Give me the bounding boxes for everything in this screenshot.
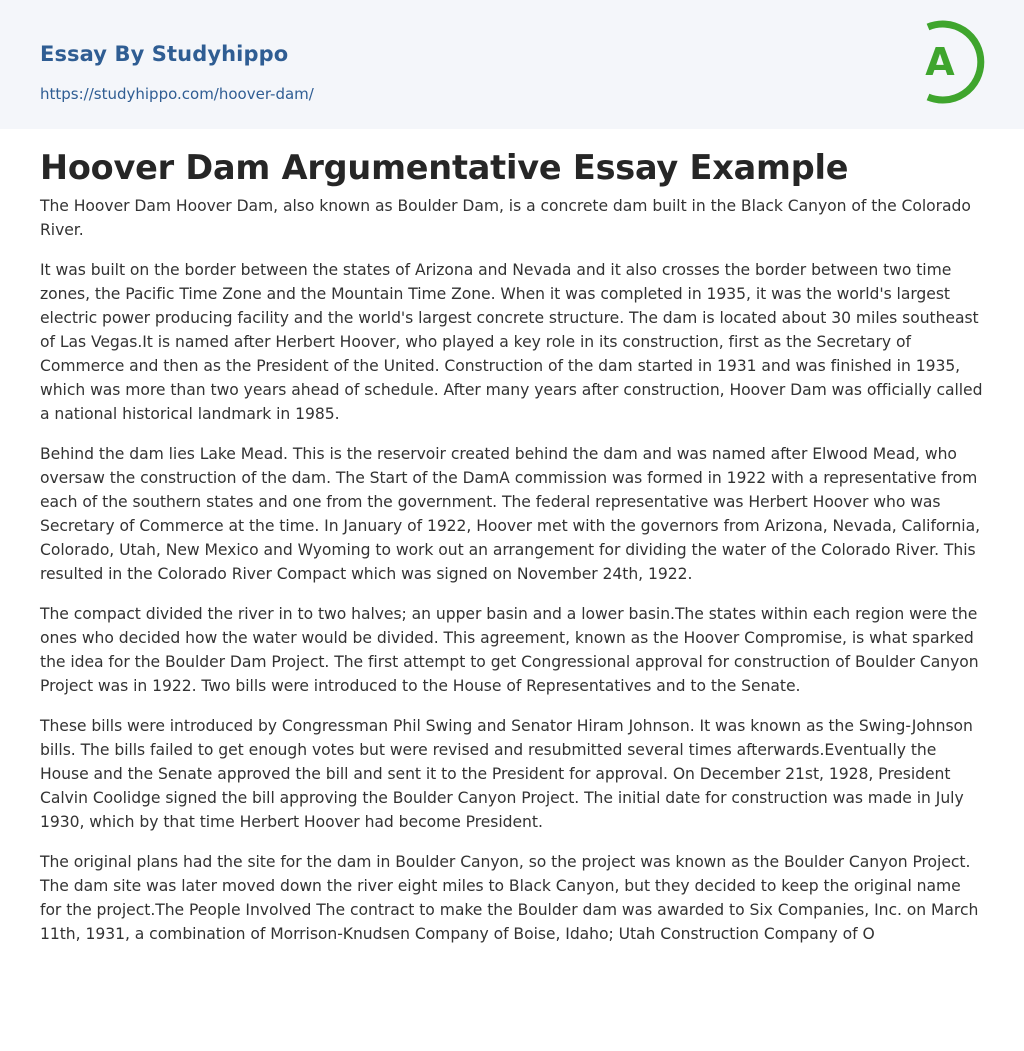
- essay-paragraph: Behind the dam lies Lake Mead. This is the reservoir created behind the dam and was named after Elwood Mead, who oversaw the construction of the dam. The Start of the DamA commission was formed in 1922 with a representative from each of the southern states and one from the government. The federal representative was Herbert Hoover who was Secretary of Commerce at the time. In January of 1922, Hoover met with the governors from Arizona, Nevada, California, Colorado, Utah, New Mexico and Wyoming to work out an arrangement for dividing the water of the Colorado River. This resulted in the Colorado River Compact which was signed on November 24th, 1922.: [40, 445, 980, 583]
- essay-body: [40, 194, 986, 962]
- brand-title[interactable]: Essay By Studyhippo: [40, 42, 289, 66]
- essay-paragraph: It was built on the border between the states of Arizona and Nevada and it also crosses the border between two time zones, the Pacific Time Zone and the Mountain Time Zone. When it was completed in 1935, it was the world's largest electric power producing facility and the world's largest concrete structure. The dam is located about 30 miles southeast of Las Vegas.It is named after Herbert Hoover, who played a key role in its construction, first as the Secretary of Commerce and then as the President of the United. Construction of the dam started in 1931 and was finished in 1935, which was more than two years ahead of schedule. After many years after construction, Hoover Dam was officially called a national historical landmark in 1985.: [40, 261, 983, 423]
- essay-paragraph: The compact divided the river in to two halves; an upper basin and a lower basin.The states within each region were the ones who decided how the water would be divided. This agreement, known as the Hoover Compromise, is what sparked the idea for the Boulder Dam Project. The first attempt to get Congressional approval for construction of Boulder Canyon Project was in 1922. Two bills were introduced to the House of Representatives and to the Senate.: [40, 605, 979, 695]
- page-title: Hoover Dam Argumentative Essay Example: [40, 148, 849, 187]
- page-url-link[interactable]: https://studyhippo.com/hoover-dam/: [40, 85, 314, 103]
- essay-paragraph: The original plans had the site for the dam in Boulder Canyon, so the project was known as the Boulder Canyon Project. The dam site was later moved down the river eight miles to Black Canyon, but they decided to keep the original name for the project.The People Involved The contract to make the Boulder dam was awarded to Six Companies, Inc. on March 11th, 1931, a combination of Morrison-Knudsen Company of Boise, Idaho; Utah Construction Company of O: [40, 853, 979, 943]
- studyhippo-logo-icon[interactable]: [912, 19, 986, 105]
- logo-letter: A: [925, 40, 955, 84]
- essay-paragraph: These bills were introduced by Congressman Phil Swing and Senator Hiram Johnson. It was known as the Swing-Johnson bills. The bills failed to get enough votes but were revised and resubmitted several times afterwards.Eventually the House and the Senate approved the bill and sent it to the President for approval. On December 21st, 1928, President Calvin Coolidge signed the bill approving the Boulder Canyon Project. The initial date for construction was made in July 1930, which by that time Herbert Hoover had become President.: [40, 717, 973, 831]
- essay-paragraph: The Hoover Dam Hoover Dam, also known as Boulder Dam, is a concrete dam built in the Black Canyon of the Colorado River.: [40, 197, 971, 239]
